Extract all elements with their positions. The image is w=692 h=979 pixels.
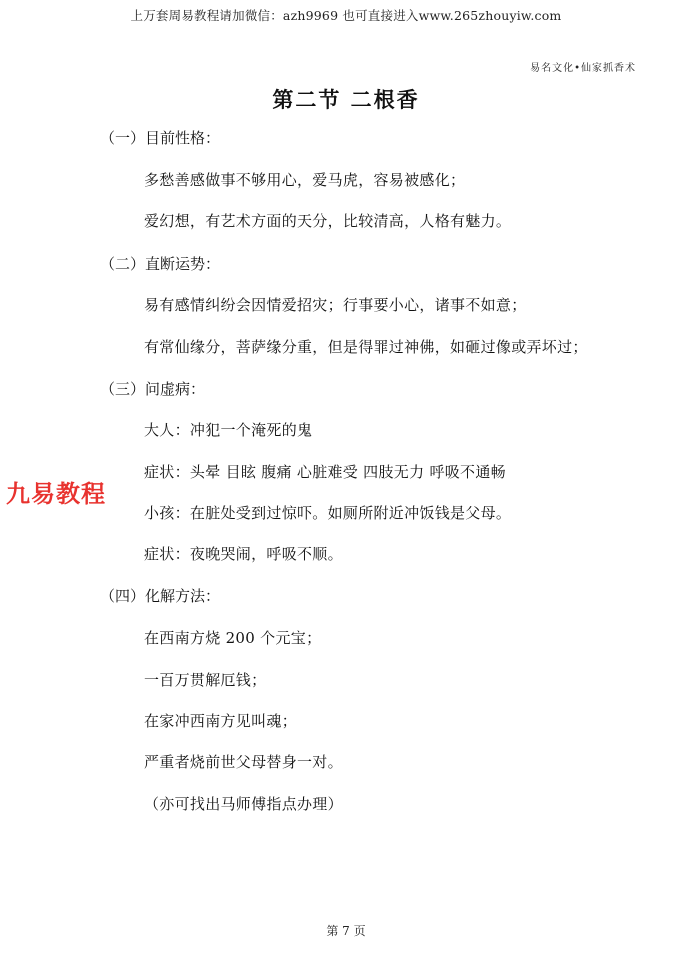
page-title: 第二节 二根香 — [272, 87, 420, 112]
body-line: （亦可找出马师傅指点办理） — [144, 795, 343, 813]
body-line: 多愁善感做事不够用心，爱马虎，容易被感化； — [144, 171, 466, 189]
running-header: 易名文化•仙家抓香术 — [530, 63, 636, 74]
section-heading: （三）问虚病： — [100, 380, 206, 398]
body-line: 症状：头晕 目眩 腹痛 心脏难受 四肢无力 呼吸不通畅 — [144, 463, 506, 481]
section-heading: （二）直断运势： — [100, 255, 221, 273]
body-line: 严重者烧前世父母替身一对。 — [144, 753, 343, 771]
page-number: 第 7 页 — [326, 924, 366, 938]
body-line: 易有感情纠纷会因情爱招灾；行事要小心，诸事不如意； — [144, 296, 527, 314]
watermark-logo: 九易教程 — [6, 480, 106, 508]
body-line: 大人：冲犯一个淹死的鬼 — [144, 421, 313, 439]
top-banner: 上万套周易教程请加微信：azh9969 也可直接进入www.265zhouyiw.com — [130, 8, 562, 23]
body-line: 爱幻想，有艺术方面的天分，比较清高，人格有魅力。 — [144, 212, 512, 230]
body-line: 一百万贯解厄钱； — [144, 671, 267, 689]
body-line: 在家冲西南方见叫魂； — [144, 712, 298, 730]
body-line: 有常仙缘分，菩萨缘分重，但是得罪过神佛，如砸过像或弄坏过； — [144, 338, 588, 356]
section-heading: （一）目前性格： — [100, 129, 221, 147]
body-line: 在西南方烧 200 个元宝； — [144, 629, 322, 647]
body-line: 症状：夜晚哭闹，呼吸不顺。 — [144, 545, 343, 563]
body-line: 小孩：在脏处受到过惊吓。如厕所附近冲饭钱是父母。 — [144, 504, 512, 522]
section-heading: （四）化解方法： — [100, 587, 221, 605]
